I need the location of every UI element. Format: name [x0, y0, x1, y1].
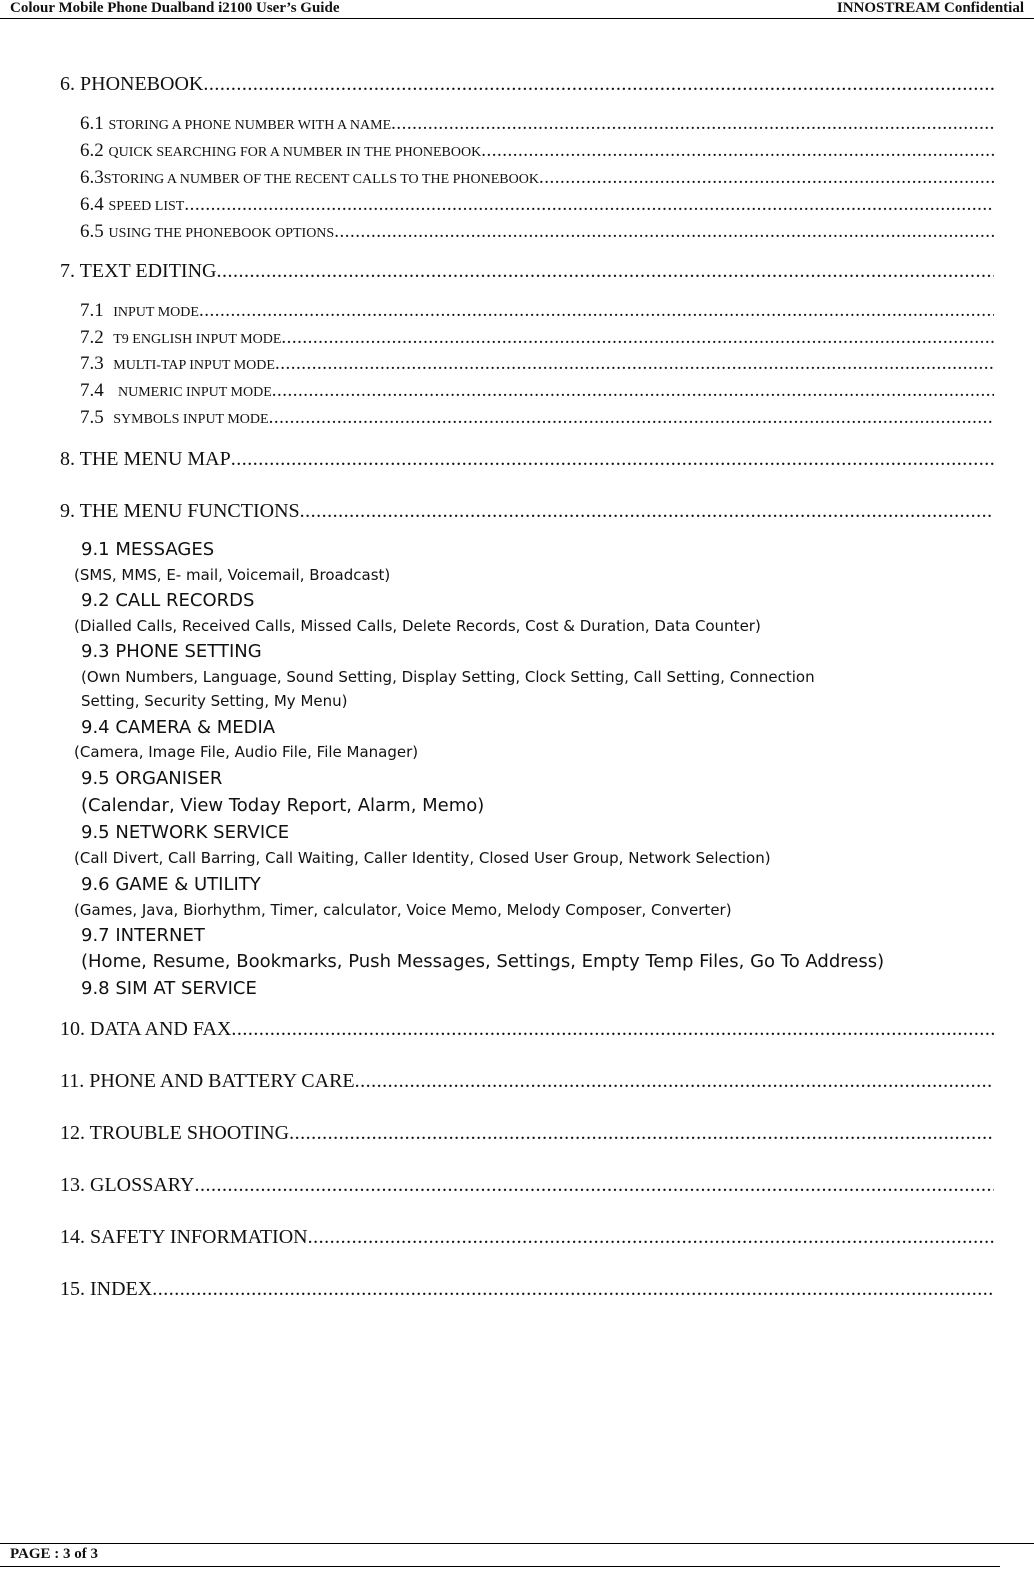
- dot-leader: [184, 194, 994, 216]
- menu-item-internet[interactable]: 9.7 INTERNET: [81, 925, 205, 946]
- dot-leader: [334, 221, 994, 243]
- menu-item-organiser-desc: (Calendar, View Today Report, Alarm, Memo): [81, 795, 485, 816]
- menu-item-phone-setting-desc-cont: Setting, Security Setting, My Menu): [81, 692, 348, 710]
- toc-entry-menu-map[interactable]: 8. THE MENU MAP .....: [60, 448, 994, 471]
- toc-entry-6-1[interactable]: 6.1 STORING A PHONE NUMBER WITH A NAME .....: [80, 113, 994, 135]
- menu-item-network-service-desc: (Call Divert, Call Barring, Call Waiting, Caller Identity, Closed User Group, Network Selection): [74, 849, 771, 867]
- menu-item-phone-setting-desc: (Own Numbers, Language, Sound Setting, Display Setting, Clock Setting, Call Setting, Connection: [81, 668, 815, 686]
- menu-item-network-service[interactable]: 9.5 NETWORK SERVICE: [81, 822, 290, 843]
- footer-divider-bottom: [0, 1566, 1000, 1567]
- dot-leader: [308, 1226, 994, 1249]
- dot-leader: [199, 300, 994, 322]
- dot-leader: [194, 1174, 994, 1197]
- toc-entry-glossary[interactable]: 13. GLOSSARY .....: [60, 1174, 994, 1197]
- dot-leader: [281, 327, 994, 349]
- menu-item-call-records-desc: (Dialled Calls, Received Calls, Missed Calls, Delete Records, Cost & Duration, Data Counter): [74, 617, 761, 635]
- menu-item-messages[interactable]: 9.1 MESSAGES: [81, 539, 215, 560]
- page-number: PAGE : 3 of 3: [10, 1546, 99, 1562]
- toc-entry-6-5[interactable]: 6.5 USING THE PHONEBOOK OPTIONS .....: [80, 221, 994, 243]
- dot-leader: [355, 1070, 994, 1093]
- toc-entry-menu-functions[interactable]: 9. THE MENU FUNCTIONS .....: [60, 500, 994, 523]
- toc-entry-7-3[interactable]: 7.3 MULTI-TAP INPUT MODE .....: [80, 353, 994, 375]
- dot-leader: [269, 407, 994, 429]
- menu-item-organiser[interactable]: 9.5 ORGANISER: [81, 768, 223, 789]
- dot-leader: [216, 260, 994, 283]
- footer-divider-top: [0, 1543, 1034, 1544]
- menu-item-game-utility-desc: (Games, Java, Biorhythm, Timer, calculator, Voice Memo, Melody Composer, Converter): [74, 901, 732, 919]
- dot-leader: [272, 380, 994, 402]
- toc-entry-text-editing[interactable]: 7. TEXT EDITING .....: [60, 260, 994, 283]
- toc-entry-trouble-shooting[interactable]: 12. TROUBLE SHOOTING .....: [60, 1122, 994, 1145]
- menu-item-camera-media-desc: (Camera, Image File, Audio File, File Manager): [74, 743, 419, 761]
- page-header: [0, 0, 1034, 19]
- dot-leader: [275, 353, 994, 375]
- dot-leader: [300, 500, 994, 523]
- dot-leader: [231, 448, 994, 471]
- dot-leader: [231, 1018, 994, 1041]
- menu-item-sim-at-service[interactable]: 9.8 SIM AT SERVICE: [81, 978, 257, 999]
- toc-entry-phonebook[interactable]: 6. PHONEBOOK .....: [60, 73, 994, 96]
- toc-entry-7-2[interactable]: 7.2 T9 ENGLISH INPUT MODE .....: [80, 327, 994, 349]
- dot-leader: [203, 73, 994, 96]
- dot-leader: [391, 113, 994, 135]
- toc-entry-phone-battery-care[interactable]: 11. PHONE AND BATTERY CARE .....: [60, 1070, 994, 1093]
- dot-leader: [152, 1278, 994, 1301]
- toc-entry-6-3[interactable]: 6.3STORING A NUMBER OF THE RECENT CALLS TO THE PHONEBOOK .....: [80, 167, 994, 189]
- toc-entry-7-4[interactable]: 7.4 NUMERIC INPUT MODE .....: [80, 380, 994, 402]
- toc-entry-data-and-fax[interactable]: 10. DATA AND FAX .....: [60, 1018, 994, 1041]
- dot-leader: [289, 1122, 994, 1145]
- menu-item-call-records[interactable]: 9.2 CALL RECORDS: [81, 590, 255, 611]
- toc-entry-6-4[interactable]: 6.4 SPEED LIST .....: [80, 194, 994, 216]
- dot-leader: [481, 140, 994, 162]
- confidential-label: INNOSTREAM Confidential: [836, 0, 1024, 16]
- toc-entry-safety-information[interactable]: 14. SAFETY INFORMATION .....: [60, 1226, 994, 1249]
- dot-leader: [539, 167, 994, 189]
- menu-item-game-utility[interactable]: 9.6 GAME & UTILITY: [81, 874, 261, 895]
- toc-entry-6-2[interactable]: 6.2 QUICK SEARCHING FOR A NUMBER IN THE PHONEBOOK .....: [80, 140, 994, 162]
- menu-item-internet-desc: (Home, Resume, Bookmarks, Push Messages, Settings, Empty Temp Files, Go To Address): [81, 951, 885, 972]
- menu-item-camera-media[interactable]: 9.4 CAMERA & MEDIA: [81, 717, 276, 738]
- menu-item-phone-setting[interactable]: 9.3 PHONE SETTING: [81, 641, 262, 662]
- toc-entry-index[interactable]: 15. INDEX .....: [60, 1278, 994, 1301]
- toc-entry-7-5[interactable]: 7.5 SYMBOLS INPUT MODE .....: [80, 407, 994, 429]
- document-title: Colour Mobile Phone Dualband i2100 User’s Guide: [10, 0, 340, 16]
- toc-entry-7-1[interactable]: 7.1 INPUT MODE .....: [80, 300, 994, 322]
- menu-item-messages-desc: (SMS, MMS, E- mail, Voicemail, Broadcast): [74, 566, 391, 584]
